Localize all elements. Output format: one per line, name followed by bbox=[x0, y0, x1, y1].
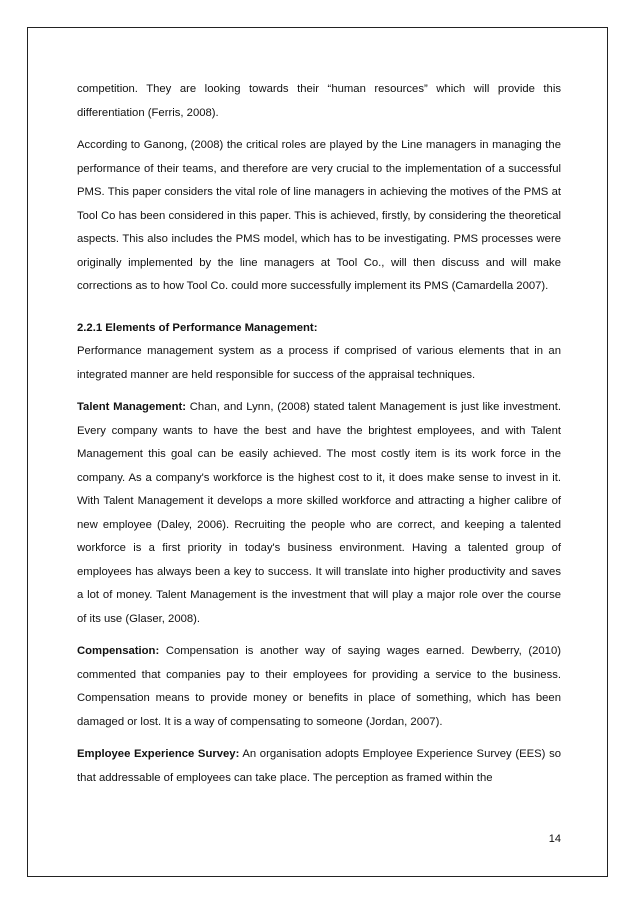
paragraph-competition: competition. They are looking towards their “human resources” which will provide this differentiation (Ferris, 2008). bbox=[77, 83, 561, 119]
item-term: Employee Experience Survey: bbox=[77, 748, 240, 760]
item-term: Talent Management: bbox=[77, 401, 186, 413]
document-body bbox=[77, 78, 561, 799]
page-number: 14 bbox=[548, 833, 561, 845]
item-employee-experience-survey bbox=[77, 743, 561, 790]
item-text: Chan, and Lynn, (2008) stated talent Management is just like investment. Every company wants to have the best and have the brightest employees, and with Talent Management this goal can be easily achieved. The most costly item is its work force in the company. As a company's workforce is the highest cost to it, it does make sense to invest in it. With Talent Management it develops a more skilled workforce and attracting a higher calibre of new employee (Daley, 2006). Recruiting the people who are correct, and keeping a talented workforce is a first priority in today's business environment. Having a talented group of employees has always been a key to success. It will translate into higher productivity and saves a lot of money. Talent Management is the investment that will play a major role over the course of its use (Glaser, 2008). bbox=[77, 401, 561, 625]
item-talent-management bbox=[77, 396, 561, 631]
item-text: Compensation is another way of saying wages earned. Dewberry, (2010) commented that companies pay to their employees for providing a service to the business. Compensation means to provide money or benefits in place of something, which has been damaged or lost. It is a way of compensating to someone (Jordan, 2007). bbox=[77, 645, 561, 728]
section-heading: 2.2.1 Elements of Performance Management: bbox=[77, 321, 318, 334]
section-intro: Performance management system as a process if comprised of various elements that in an integrated manner are held responsible for success of the appraisal techniques. bbox=[77, 345, 561, 381]
item-term: Compensation: bbox=[77, 645, 160, 657]
paragraph-ganong: According to Ganong, (2008) the critical roles are played by the Line managers in managing the performance of their teams, and therefore are very crucial to the implementation of a successful PMS. This paper considers the vital role of line managers in achieving the motives of the PMS at Tool Co has been considered in this paper. This is achieved, firstly, by considering the theoretical aspects. This also includes the PMS model, which has to be investigating. PMS processes were originally implemented by the line managers at Tool Co., will then discuss and will make corrections as to how Tool Co. could more successfully implement its PMS (Camardella 2007). bbox=[77, 139, 561, 292]
item-text: An organisation adopts Employee Experience Survey (EES) so that addressable of employees can take place. The perception as framed within the bbox=[77, 748, 562, 784]
item-compensation bbox=[77, 640, 561, 734]
